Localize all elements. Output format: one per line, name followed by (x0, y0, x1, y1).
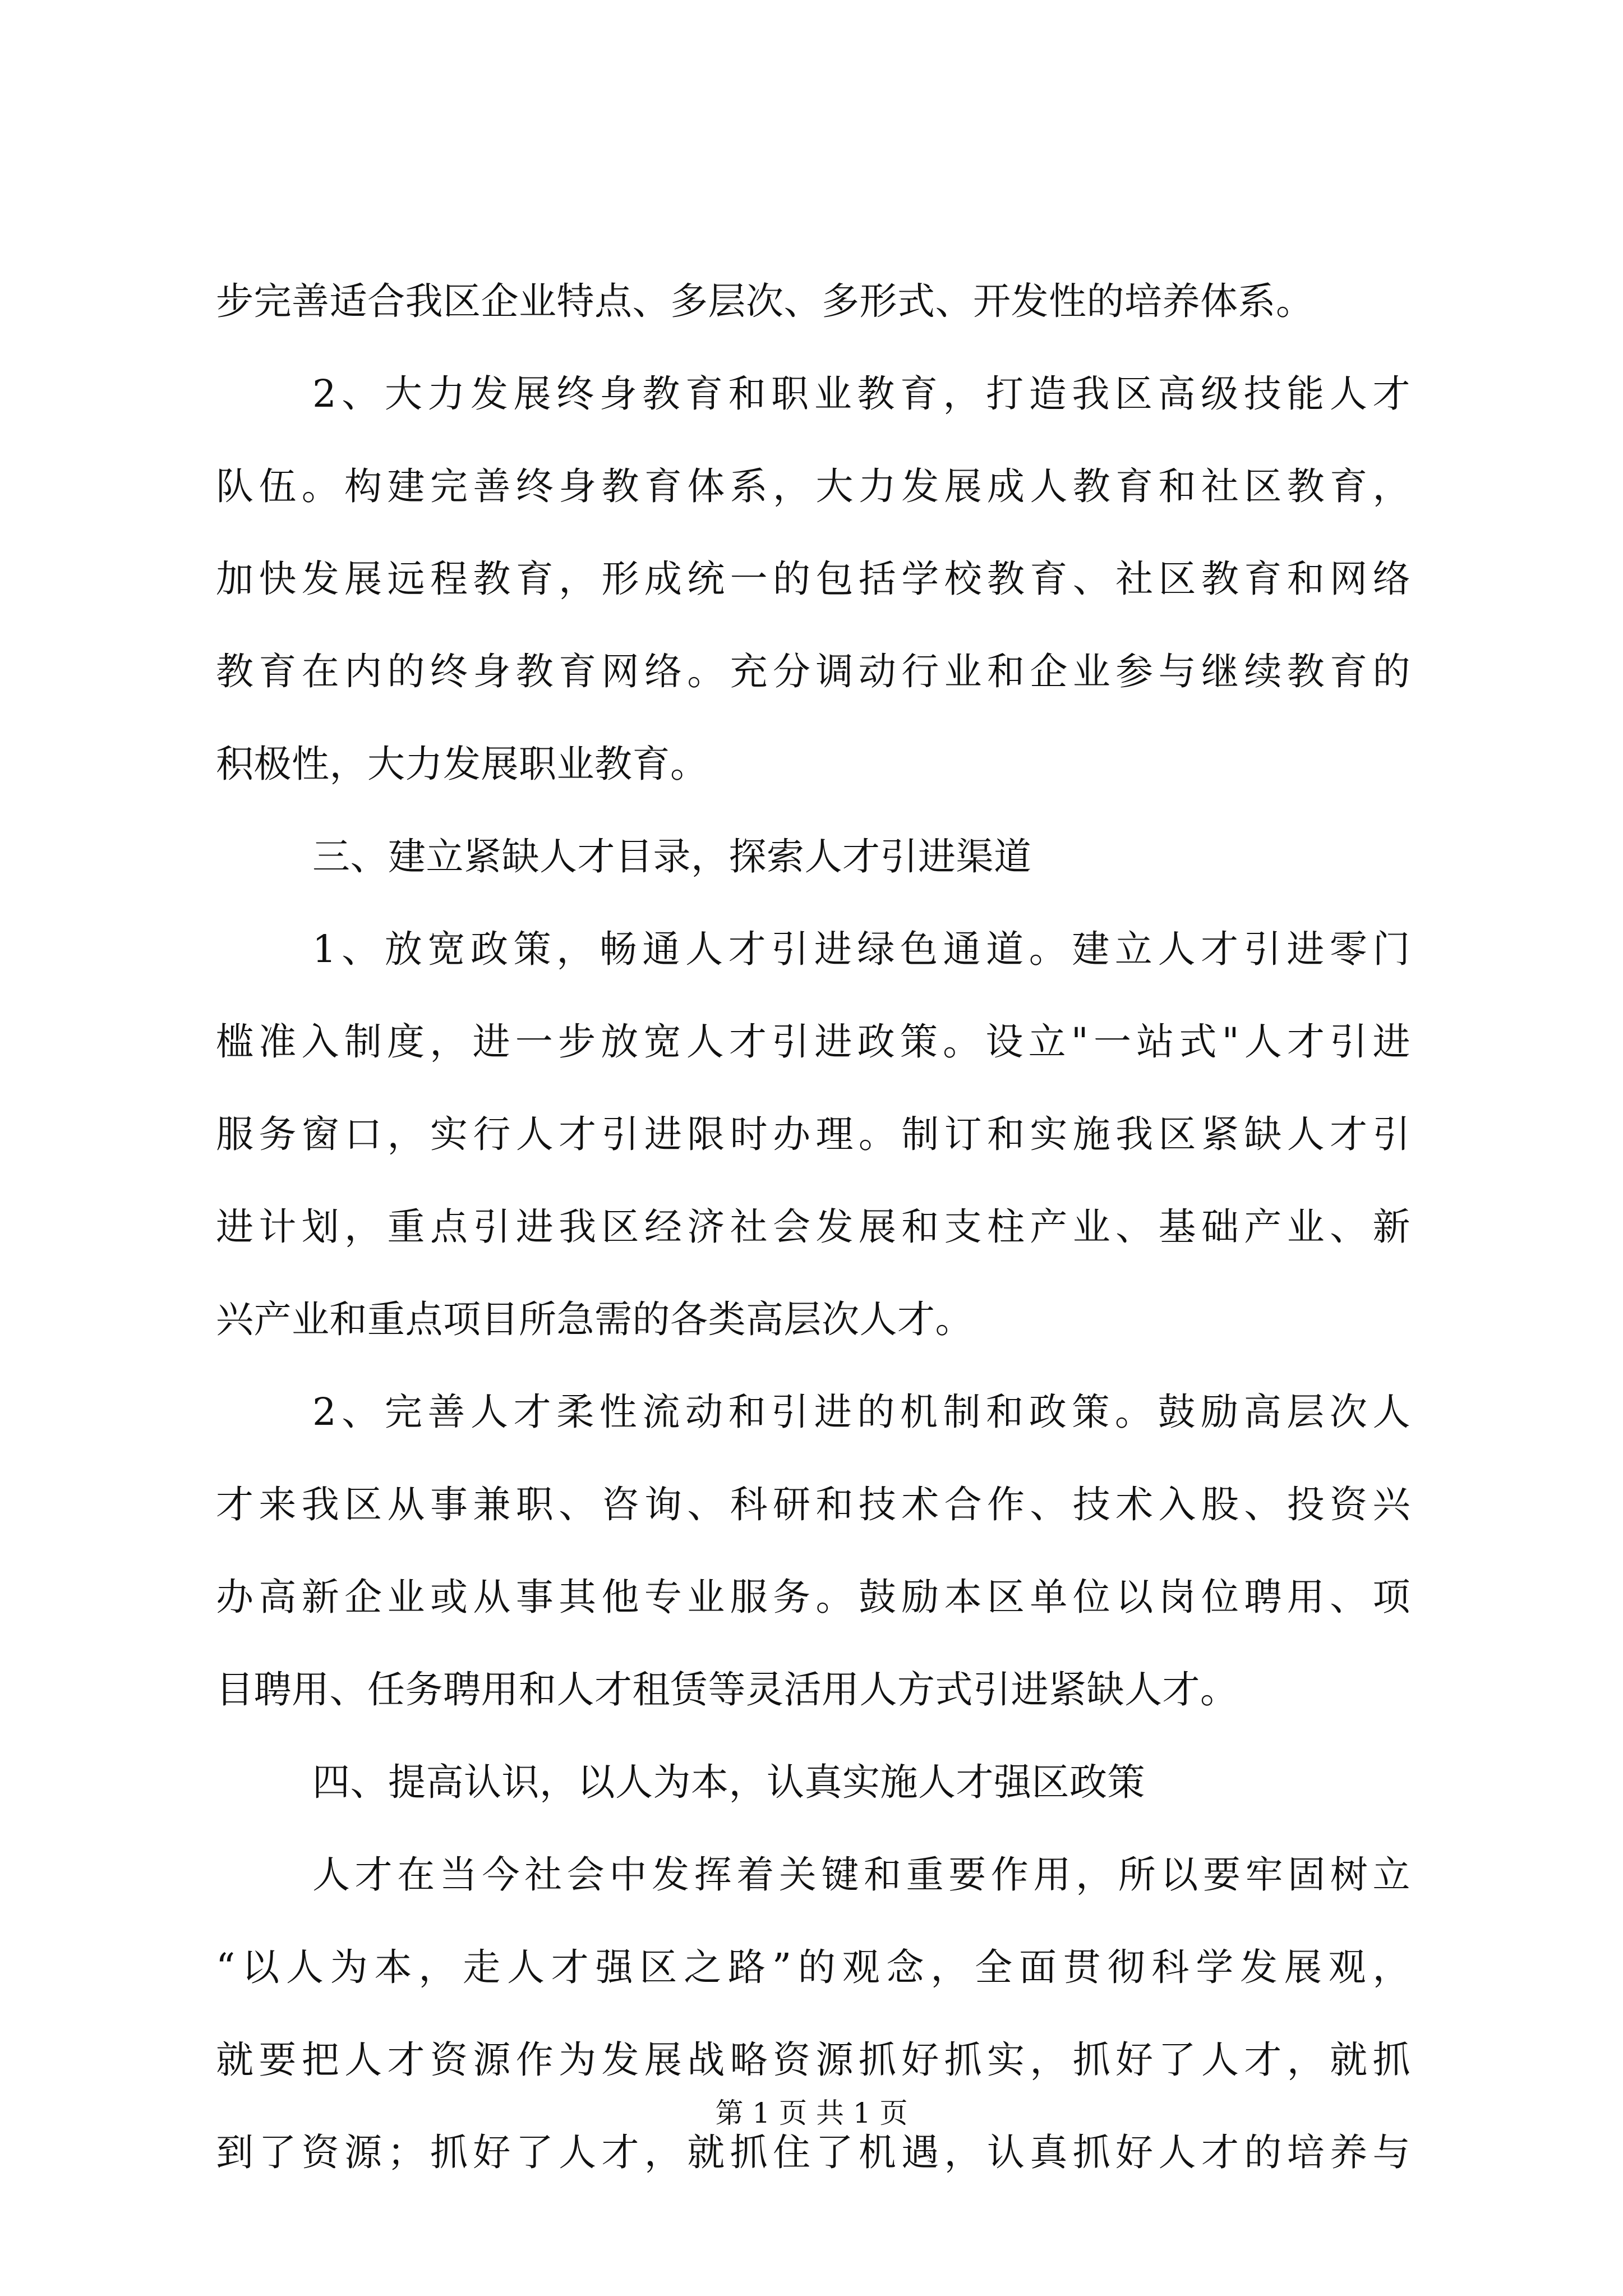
text-line: 才来我区从事兼职、咨询、科研和技术合作、技术入股、投资兴 (216, 1483, 1410, 1526)
page-number-footer: 第 1 页 共 1 页 (715, 2097, 908, 2129)
text-line: 2、大力发展终身教育和职业教育，打造我区高级技能人才 (312, 372, 1410, 416)
text-line: 1、放宽政策，畅通人才引进绿色通道。建立人才引进零门 (312, 927, 1410, 971)
text-line: 兴产业和重点项目所急需的各类高层次人才。 (216, 1297, 973, 1341)
text-line: 队伍。构建完善终身教育体系，大力发展成人教育和社区教育， (216, 464, 1410, 508)
text-line: 教育在内的终身教育网络。充分调动行业和企业参与继续教育的 (216, 650, 1410, 693)
text-line: 服务窗口，实行人才引进限时办理。制订和实施我区紧缺人才引 (216, 1112, 1410, 1156)
text-line: 人才在当今社会中发挥着关键和重要作用，所以要牢固树立 (312, 1853, 1410, 1897)
text-line: 2、完善人才柔性流动和引进的机制和政策。鼓励高层次人 (312, 1390, 1410, 1434)
text-line: 步完善适合我区企业特点、多层次、多形式、开发性的培养体系。 (216, 279, 1314, 323)
section-heading: 四、提高认识，以人为本，认真实施人才强区政策 (312, 1760, 1145, 1804)
text-line: 加快发展远程教育，形成统一的包括学校教育、社区教育和网络 (216, 557, 1410, 601)
text-line: “以人为本，走人才强区之路”的观念，全面贯彻科学发展观， (216, 1945, 1410, 1989)
text-line: 积极性，大力发展职业教育。 (216, 742, 708, 786)
text-line: 目聘用、任务聘用和人才租赁等灵活用人方式引进紧缺人才。 (216, 1668, 1238, 1711)
text-line: 进计划，重点引进我区经济社会发展和支柱产业、基础产业、新 (216, 1205, 1410, 1249)
text-line: 就要把人才资源作为发展战略资源抓好抓实，抓好了人才，就抓 (216, 2038, 1410, 2082)
text-line: 槛准入制度，进一步放宽人才引进政策。设立"一站式"人才引进 (216, 1020, 1410, 1064)
section-heading: 三、建立紧缺人才目录，探索人才引进渠道 (312, 835, 1032, 878)
text-line: 办高新企业或从事其他专业服务。鼓励本区单位以岗位聘用、项 (216, 1575, 1410, 1619)
text-line: 到了资源；抓好了人才，就抓住了机遇，认真抓好人才的培养与 (216, 2131, 1410, 2174)
document-body (216, 255, 1410, 2199)
